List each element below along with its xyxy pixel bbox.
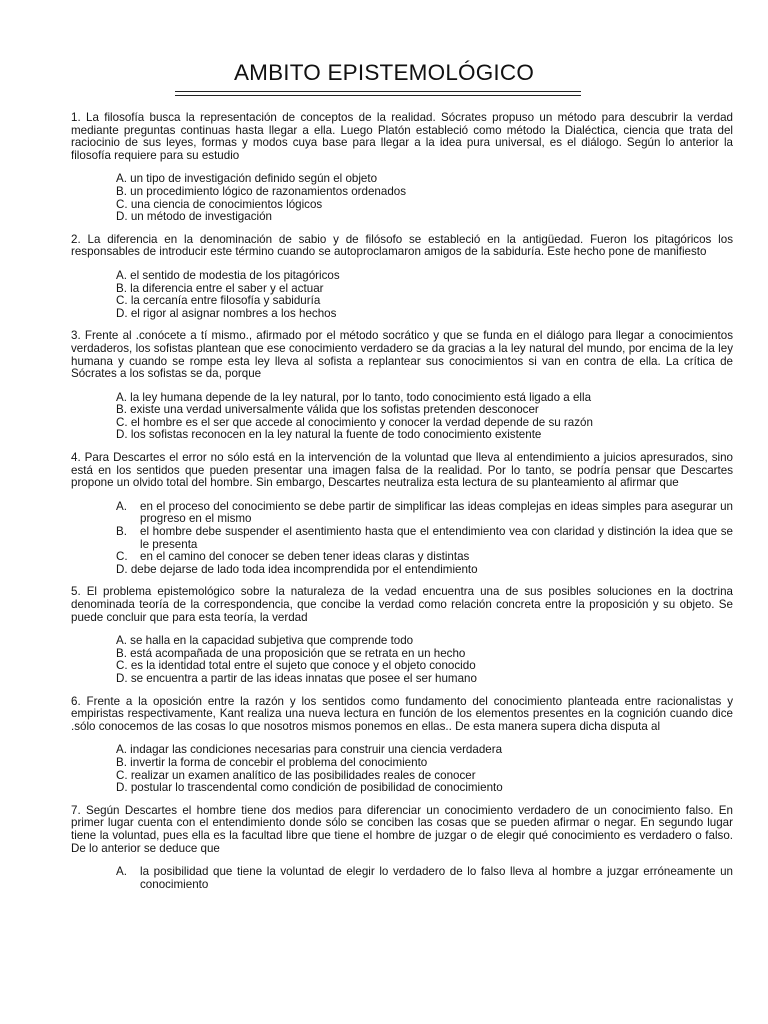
answer-option: D. debe dejarse de lado toda idea incomprendida por el entendimiento: [116, 562, 478, 576]
option-letter: B.: [116, 525, 127, 539]
answer-option: A. indagar las condiciones necesarias para construir una ciencia verdadera: [116, 743, 503, 757]
answer-option: A. la ley humana depende de la ley natural, por lo tanto, todo conocimiento está ligado a ella: [116, 390, 592, 404]
question-2: [71, 234, 733, 321]
question-5: [71, 586, 733, 685]
question-4: [71, 452, 733, 576]
answer-option: B. la diferencia entre el saber y el actuar: [116, 281, 324, 295]
answer-option: D. los sofistas reconocen en la ley natural la fuente de todo conocimiento existente: [116, 428, 542, 442]
answer-option: B. existe una verdad universalmente válida que los sofistas pretenden desconocer: [116, 403, 539, 417]
answer-options: [116, 635, 733, 685]
option-text: en el proceso del conocimiento se debe partir de simplificar las ideas complejas en ideas simples para asegurar un progreso en el mismo: [140, 499, 733, 526]
question-stem: 6. Frente a la oposición entre la razón y los sentidos como fundamento del conocimiento planteada entre racionalistas y empiristas respectivamente, Kant realiza una nueva lectura en función de los elementos presentes en la cognición cuando dice .sólo conocemos de las cosas lo que nosotros mismos ponemos en ellas.. De esta manera supera dicha disputa al: [71, 694, 733, 733]
answer-option: C. la cercanía entre filosofía y sabiduría: [116, 294, 321, 308]
question-3: [71, 330, 733, 442]
option-letter: A.: [116, 865, 127, 879]
answer-option: C. realizar un examen analítico de las posibilidades reales de conocer: [116, 768, 476, 782]
option-text: la posibilidad que tiene la voluntad de elegir lo verdadero de lo falso lleva al hombre a juzgar erróneamente un conocimiento: [140, 865, 733, 891]
answer-option: C. es la identidad total entre el sujeto que conoce y el objeto conocido: [116, 659, 476, 673]
answer-options: [116, 866, 733, 891]
answer-option: A. un tipo de investigación definido según el objeto: [116, 172, 378, 186]
answer-options: [116, 744, 733, 794]
answer-option: C. el hombre es el ser que accede al conocimiento y conocer la verdad depende de su razón: [116, 415, 593, 429]
option-text: en el camino del conocer se deben tener ideas claras y distintas: [140, 550, 470, 564]
answer-option: [116, 501, 733, 526]
answer-options: [116, 501, 733, 577]
option-letter: C.: [116, 550, 128, 564]
answer-option: B. invertir la forma de concebir el problema del conocimiento: [116, 755, 428, 769]
answer-options: [116, 392, 733, 442]
question-stem: 7. Según Descartes el hombre tiene dos medios para diferenciar un conocimiento verdadero de un conocimiento falso. En primer lugar cuenta con el entendimiento donde sólo se conciben las cosas que se pueden afirmar o negar. En segundo lugar tiene la voluntad, pues ella es la facultad libre que tiene el hombre de juzgar o de elegir qué conocimiento es verdadero o falso. De lo anterior se deduce que: [71, 803, 733, 855]
answer-option: A. el sentido de modestia de los pitagóricos: [116, 268, 340, 282]
answer-option: B. un procedimiento lógico de razonamientos ordenados: [116, 184, 407, 198]
question-stem: 2. La diferencia en la denominación de sabio y de filósofo se estableció en la antigüedad. Fueron los pitagóricos los responsables de introducir este término cuando se autoproclamaron amigos de la sabiduría. Este hecho pone de manifiesto: [71, 232, 733, 259]
answer-options: [116, 173, 733, 223]
answer-option: D. se encuentra a partir de las ideas innatas que posee el ser humano: [116, 671, 477, 685]
answer-options: [116, 270, 733, 320]
question-6: [71, 696, 733, 795]
title-underline-top: [175, 91, 581, 92]
questions-container: [71, 112, 733, 901]
title-underline-bottom: [175, 95, 581, 96]
document-title: AMBITO EPISTEMOLÓGICO: [233, 60, 535, 85]
question-stem: 5. El problema epistemológico sobre la naturaleza de la vedad encuentra una de sus posibles soluciones en la doctrina denominada teoría de la correspondencia, que concibe la verdad como relación concreta entre la proposición y su objeto. Se puede concluir que para esta teoría, la verdad: [71, 585, 733, 624]
option-letter: A.: [116, 499, 127, 513]
answer-option: [116, 866, 733, 891]
question-stem: 1. La filosofía busca la representación de conceptos de la realidad. Sócrates propuso un método para descubrir la verdad mediante preguntas continuas hasta llegar a ella. Luego Platón estableció como método la Dialéctica, ciencia que trata del raciocinio de sus leyes, formas y modos cuya base para llegar a la idea pura universal, es el diálogo. Según lo anterior la filosofía requiere para su estudio: [71, 111, 733, 162]
answer-option: [116, 551, 733, 564]
answer-option: D. el rigor al asignar nombres a los hechos: [116, 306, 337, 320]
question-1: [71, 112, 733, 224]
question-7: [71, 805, 733, 892]
answer-option: D. postular lo trascendental como condición de posibilidad de conocimiento: [116, 781, 503, 795]
answer-option: B. está acompañada de una proposición que se retrata en un hecho: [116, 646, 466, 660]
option-text: el hombre debe suspender el asentimiento hasta que el entendimiento vea con claridad y distinción la idea que se le presenta: [140, 525, 733, 551]
answer-option: D. un método de investigación: [116, 210, 272, 224]
answer-option: A. se halla en la capacidad subjetiva que comprende todo: [116, 634, 414, 648]
answer-option: C. una ciencia de conocimientos lógicos: [116, 197, 323, 211]
answer-option: [116, 526, 733, 551]
question-stem: 4. Para Descartes el error no sólo está en la intervención de la voluntad que lleva al entendimiento a juicios apresurados, sino está en los sentidos que pueden presentar una imagen falsa de la realidad. Por lo tanto, se podría pensar que Descartes propone un olvido total del hombre. Sin embargo, Descartes neutraliza esta lectura de su planteamiento al afirmar que: [71, 451, 733, 490]
question-stem: 3. Frente al .conócete a tí mismo., afirmado por el método socrático y que se funda en el diálogo para llegar a conocimientos verdaderos, los sofistas plantean que ese conocimiento verdadero se da gracias a la ley natural del mundo, por encima de la ley humana y cuando se rompe esta ley lleva al sofista a replantear sus conocimientos si van en contra de ella. La crítica de Sócrates a los sofistas se da, porque: [71, 329, 733, 381]
